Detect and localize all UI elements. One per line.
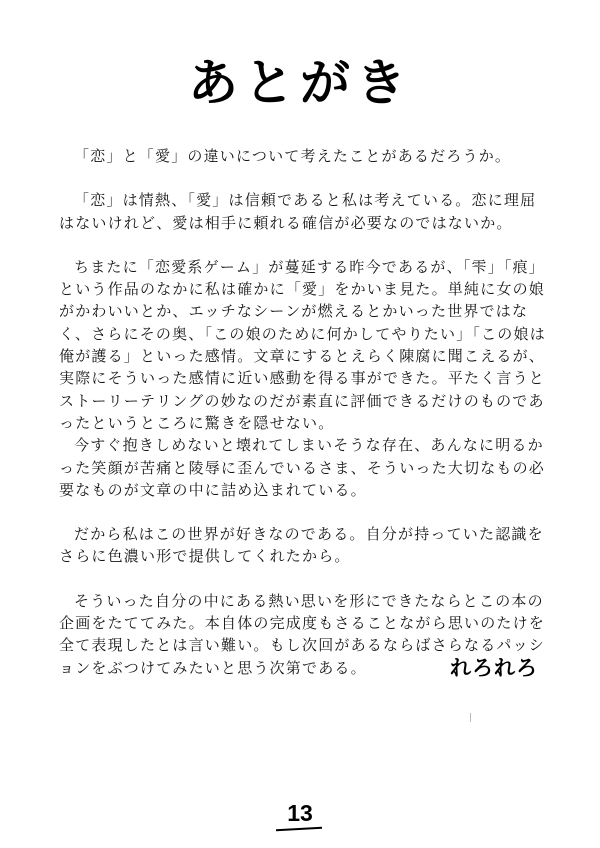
author-signature: れろれろ <box>450 656 538 680</box>
paragraph-gap <box>59 234 547 256</box>
paragraph-2: 「恋」は情熱、「愛」は信頼であると私は考えている。恋に理屈はないけれど、愛は相手に頼れる確信が必要なのではないか。 <box>59 191 537 232</box>
paragraph-3: ちまたに「恋愛系ゲーム」が蔓延する昨今であるが、「雫」「痕」という作品のなかに私は確かに「愛」をかいま見た。単純に女の娘がかわいいとか、エッチなシーンが燃えるとかいった世界ではなく、さらにその奥、「この娘のために何かしてやりたい」「この娘は俺が護る」といった感情。文章にするとえらく陳腐に聞こえるが、実際にそういった感情に近い感動を得る事ができた。平たく言うとストーリーテリングの妙なのだが素直に評価できるだけのものであったというところに驚きを隠せない。 <box>59 257 546 432</box>
afterword-body <box>59 145 547 679</box>
page-title: あとがき <box>188 54 412 112</box>
paragraph-1: 「恋」と「愛」の違いについて考えたことがあるだろうか。 <box>74 147 512 165</box>
paragraph-gap <box>59 501 547 523</box>
paragraph-gap <box>59 167 547 189</box>
paragraph-5: だから私はこの世界が好きなのである。自分が持っていた認識をさらに色濃い形で提供してくれたから。 <box>59 525 544 566</box>
paragraph-6: そういった自分の中にある熱い思いを形にできたならとこの本の企画をたててみた。本自体の完成度もさることながら思いのたけを全て表現したとは言い難い。もし次回があるならばさらなるパッションをぶつけてみたいと思う次第である。 <box>59 591 546 677</box>
page-number: 13 <box>287 800 313 826</box>
page-number-underline <box>276 827 322 831</box>
paragraph-4: 今すぐ抱きしめないと壊れてしまいそうな存在、あんなに明るかった笑顔が苦痛と陵辱に歪んでいるさま、そういった大切なもの必要なものが文章の中に詰め込まれている。 <box>59 436 546 499</box>
scan-artifact <box>470 713 471 722</box>
paragraph-gap <box>59 568 547 590</box>
